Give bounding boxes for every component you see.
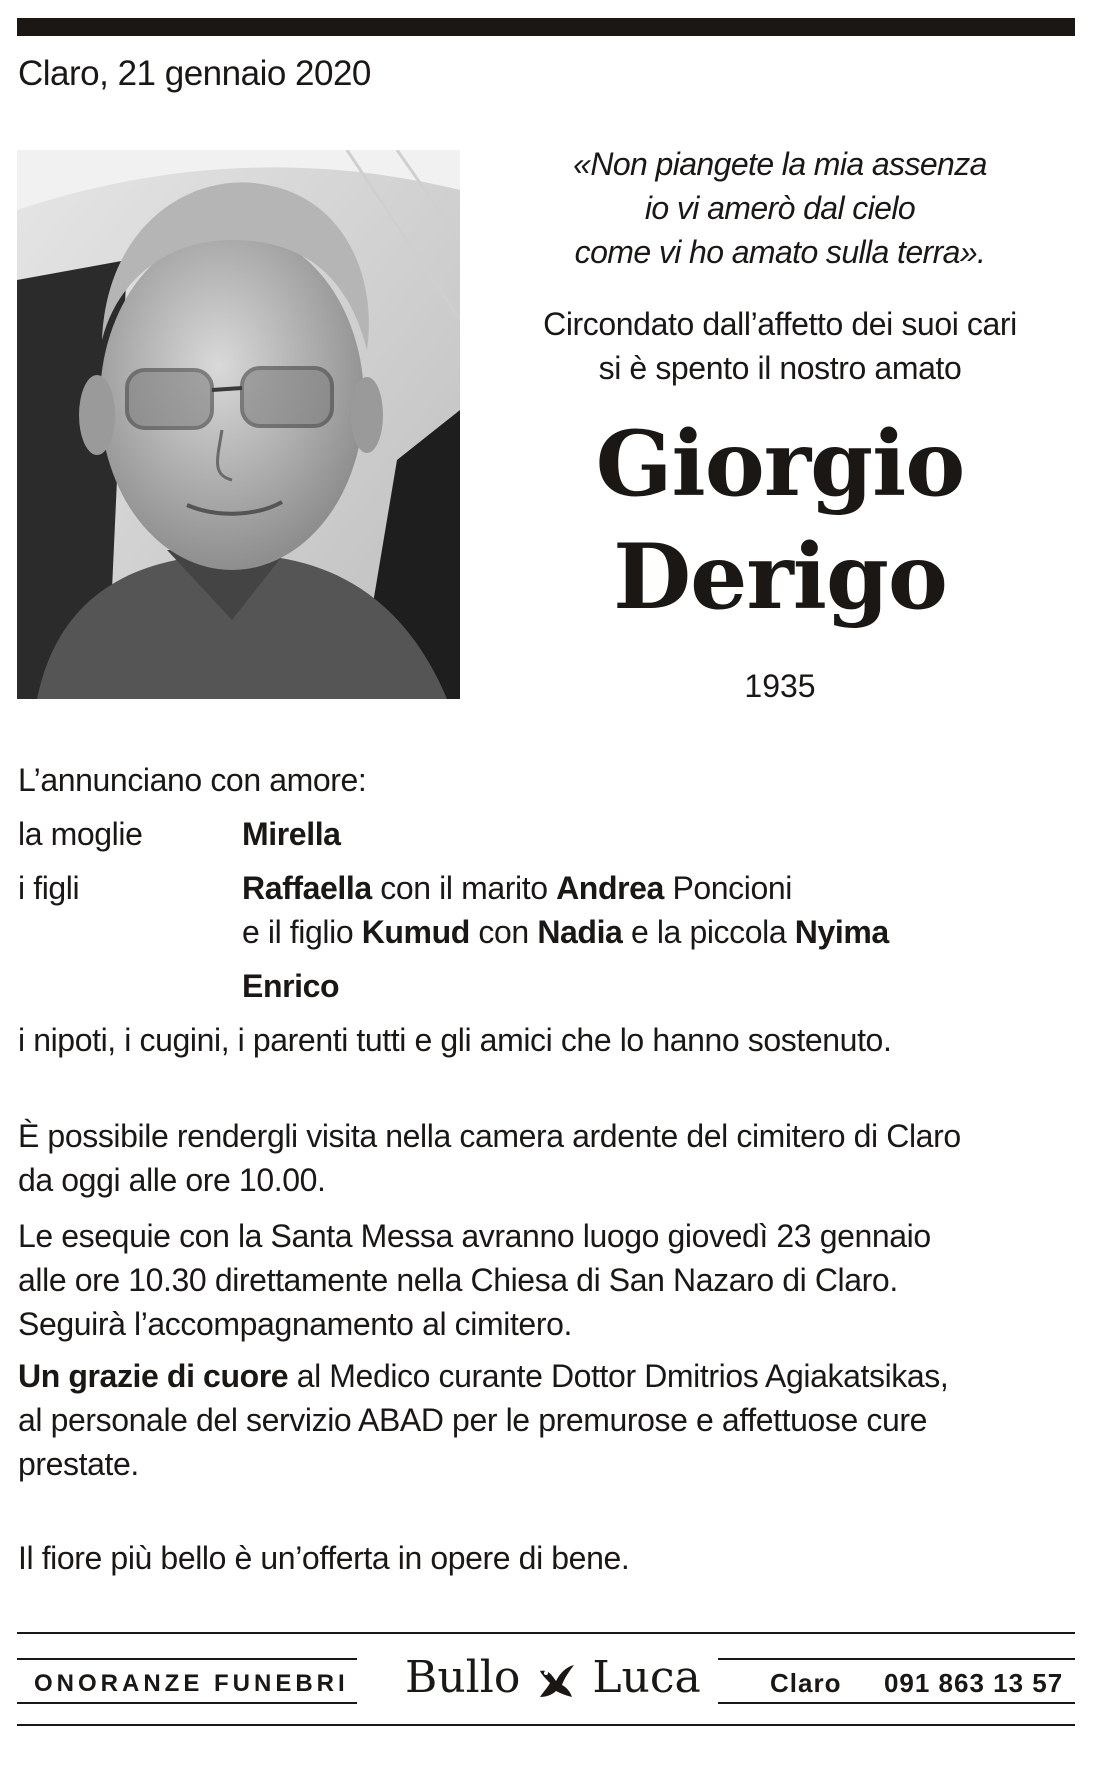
dove-icon — [534, 1661, 578, 1701]
intro-line: Circondato dall’affetto dei suoi cari — [543, 306, 1017, 342]
text-fragment: con — [469, 914, 538, 950]
spouse-first-name: Andrea — [556, 870, 664, 906]
child1-name: Raffaella — [242, 870, 372, 906]
footer-left-rule-bottom — [17, 1702, 357, 1704]
child2-line — [242, 964, 339, 1008]
funeral-line: alle ore 10.30 direttamente nella Chiesa di San Nazaro di Claro. — [18, 1262, 898, 1298]
spouse-last-name: Poncioni — [663, 870, 792, 906]
thanks-line — [18, 1354, 1078, 1398]
announce-heading: L’annunciano con amore: — [18, 762, 367, 798]
funeral-home-label: ONORANZE FUNEBRI — [34, 1670, 349, 1697]
thanks-text — [18, 1354, 1078, 1486]
quote-line: «Non piangete la mia assenza — [573, 146, 987, 182]
footer-bottom-rule — [17, 1724, 1075, 1726]
grandchild-name: Kumud — [361, 914, 470, 950]
footer-phone: 091 863 13 57 — [883, 1668, 1064, 1698]
birth-year: 1935 — [744, 668, 816, 704]
epitaph-quote — [480, 142, 1080, 274]
greatgrandchild-name: Nyima — [794, 914, 889, 950]
others-line: i nipoti, i cugini, i parenti tutti e gli amici che lo hanno sostenuto. — [18, 1022, 892, 1058]
funeral-line: Le esequie con la Santa Messa avranno luogo giovedì 23 gennaio — [18, 1218, 931, 1254]
footer-right-rule-top — [718, 1658, 1075, 1660]
quote-line: io vi amerò dal cielo — [644, 190, 916, 226]
visit-line: È possibile rendergli visita nella camera ardente del cimitero di Claro — [18, 1118, 961, 1154]
wife-name-text: Mirella — [242, 816, 341, 852]
text-fragment: e la piccola — [622, 914, 795, 950]
text-fragment: con il marito — [371, 870, 557, 906]
intro-line: si è spento il nostro amato — [598, 350, 962, 386]
footer-top-rule — [17, 1632, 1075, 1634]
wife-label: la moglie — [18, 816, 143, 852]
text-fragment: e il figlio — [242, 914, 362, 950]
quote-line: come vi ho amato sulla terra». — [574, 234, 986, 270]
intro-text — [480, 302, 1080, 390]
funeral-info — [18, 1214, 1078, 1346]
flower-note: Il fiore più bello è un’offerta in opere di bene. — [18, 1540, 630, 1576]
place-date: Claro, 21 gennaio 2020 — [18, 54, 371, 93]
thanks-rest: al Medico curante Dottor Dmitrios Agiakatsikas, — [288, 1358, 949, 1394]
footer-left-rule-top — [17, 1658, 357, 1660]
logo-text-right: Luca — [592, 1652, 701, 1703]
funeral-home-contact — [770, 1668, 1063, 1699]
children-label: i figli — [18, 870, 80, 906]
thanks-bold: Un grazie di cuore — [18, 1358, 289, 1394]
funeral-line: Seguirà l’accompagnamento al cimitero. — [18, 1306, 572, 1342]
footer-right-rule-bottom — [718, 1702, 1075, 1704]
visit-info — [18, 1114, 1078, 1202]
deceased-last-name: Derigo — [613, 524, 947, 630]
deceased-first-name: Giorgio — [595, 411, 965, 517]
wife-name — [242, 812, 341, 856]
child1-line — [242, 866, 1082, 910]
visit-line: da oggi alle ore 10.00. — [18, 1162, 326, 1198]
thanks-line: prestate. — [18, 1446, 139, 1482]
logo-text-left: Bullo — [405, 1652, 521, 1703]
portrait-photo — [17, 150, 460, 699]
partner-name: Nadia — [537, 914, 623, 950]
top-rule — [17, 18, 1075, 36]
child2-name: Enrico — [242, 968, 340, 1004]
funeral-home-logo — [405, 1652, 701, 1703]
footer-city: Claro — [770, 1668, 842, 1698]
thanks-line: al personale del servizio ABAD per le premurose e affettuose cure — [18, 1402, 928, 1438]
grandchild-line — [242, 910, 1082, 954]
